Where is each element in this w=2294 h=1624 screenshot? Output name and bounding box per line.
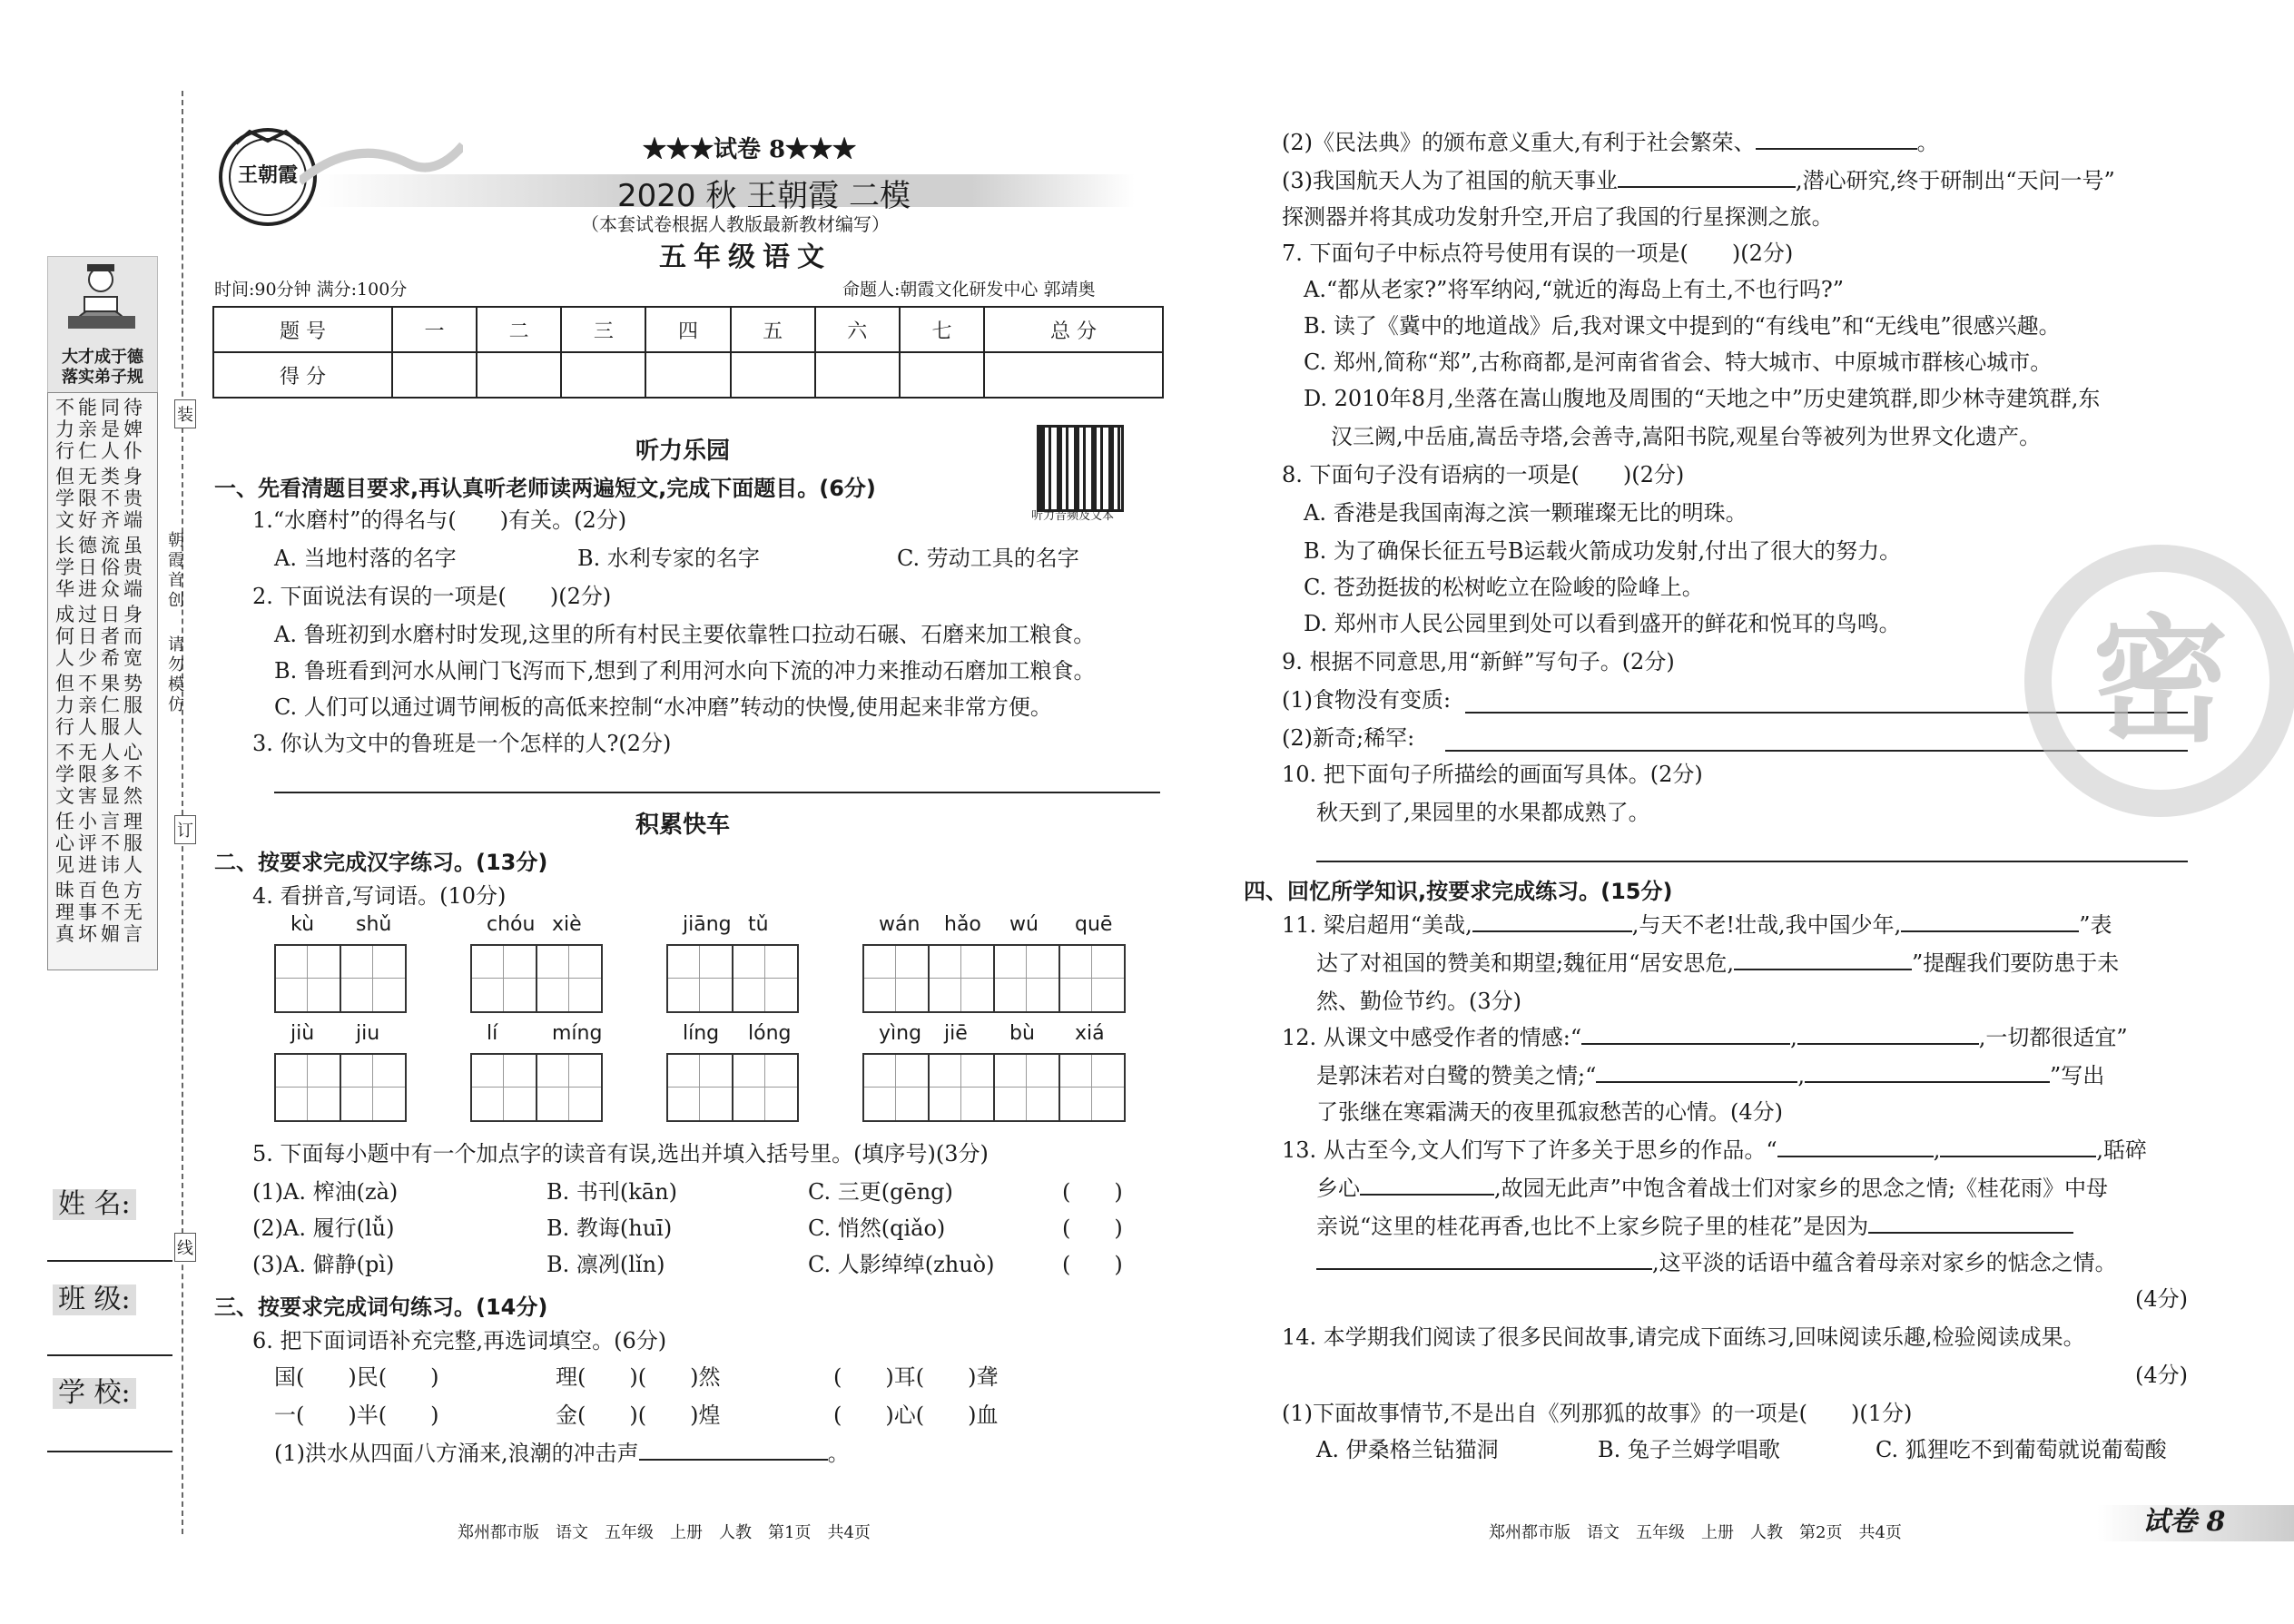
pinyin-label: líng <box>683 1022 720 1045</box>
pinyin-label: kù <box>290 913 315 936</box>
sidebar-verse: 文害显然 <box>55 785 146 807</box>
pinyin-writing-grid[interactable] <box>862 944 1126 1013</box>
pinyin-label: jiu <box>356 1022 380 1045</box>
q8: 8. 下面句子没有语病的一项是( )(2分) <box>1282 462 1685 487</box>
score-cell[interactable] <box>561 352 645 398</box>
sidebar-verse: 任小言理 <box>55 811 146 832</box>
sidebar-motto-box <box>47 256 158 394</box>
sidebar-verse: 长德流虽 <box>55 535 146 556</box>
q11-line1: 11. 梁启超用“美哉, ,与天不老!壮哉,我中国少年, ”表 <box>1282 912 2112 938</box>
pinyin-writing-grid[interactable] <box>862 1053 1126 1122</box>
sidebar-verse: 昧百色方 <box>55 880 146 901</box>
pinyin-label: wán <box>879 913 921 936</box>
tian-zi-cell[interactable] <box>537 1055 601 1120</box>
q5-option: B. 凛冽(lǐn) <box>546 1252 665 1277</box>
q6-word-5: 金( )( )煌 <box>556 1403 721 1428</box>
q5-option: B. 书刊(kān) <box>546 1179 677 1205</box>
q13-blank-1[interactable] <box>1777 1136 1934 1157</box>
q12-line2: 是郭沫若对白鹭的赞美之情;“ , ”写出 <box>1316 1063 2105 1088</box>
q2: 2. 下面说法有误的一项是( )(2分) <box>252 584 612 609</box>
score-cell[interactable] <box>392 352 477 398</box>
sidebar-verse: 见进讳人 <box>55 854 146 876</box>
q2-option-a: A. 鲁班初到水磨村时发现,这里的所有村民主要依靠牲口拉动石碾、石磨来加工粮食。 <box>274 622 1096 647</box>
score-header-cell: 四 <box>645 307 730 352</box>
q8-option-a: A. 香港是我国南海之滨一颗璀璨无比的明珠。 <box>1304 500 1748 526</box>
tian-zi-cell[interactable] <box>472 946 537 1011</box>
class-line[interactable] <box>47 1354 172 1356</box>
tian-zi-cell[interactable] <box>1060 1055 1124 1120</box>
q4: 4. 看拼音,写词语。(10分) <box>252 883 507 909</box>
q5-answer-paren[interactable]: ( ) <box>1062 1179 1123 1205</box>
q6-3-line2: 探测器并将其成功发射升空,开启了我国的行星探测之旅。 <box>1282 204 1834 230</box>
pinyin-label: quē <box>1075 913 1113 936</box>
tian-zi-cell[interactable] <box>668 1055 733 1120</box>
q10-text: 秋天到了,果园里的水果都成熟了。 <box>1316 800 1650 825</box>
pinyin-label: bù <box>1009 1022 1035 1045</box>
tian-zi-cell[interactable] <box>995 1055 1060 1120</box>
q12-blank-1[interactable] <box>1581 1023 1790 1045</box>
sidebar-verse: 不无人心 <box>55 742 146 763</box>
sec4-title: 四、回忆所学知识,按要求完成练习。(15分) <box>1244 879 1673 904</box>
q1: 1.“水磨村”的得名与( )有关。(2分) <box>252 507 627 533</box>
q11-line3: 然、勤俭节约。(3分) <box>1316 989 1521 1014</box>
pinyin-label: lí <box>487 1022 498 1045</box>
footer-left: 郑州都市版 语文 五年级 上册 人教 第1页 共4页 <box>458 1523 871 1542</box>
q6-1-blank[interactable] <box>639 1439 828 1461</box>
score-cell[interactable] <box>645 352 730 398</box>
sidebar-verse: 力亲是婢 <box>55 418 146 440</box>
q14-1-option-a: A. 伊桑格兰钻猫洞 <box>1316 1437 1499 1462</box>
pinyin-writing-grid[interactable] <box>666 944 799 1013</box>
q6-word-1: 国( )民( ) <box>274 1364 439 1390</box>
q3: 3. 你认为文中的鲁班是一个怎样的人?(2分) <box>252 731 672 756</box>
score-header-cell: 七 <box>900 307 984 352</box>
sidebar-verse: 心评不服 <box>55 832 146 854</box>
q11-blank-2[interactable] <box>1901 910 2079 932</box>
exam-author: 命题人:朝霞文化研发中心 郭靖奥 <box>842 280 1096 300</box>
q6-3-blank[interactable] <box>1618 166 1796 188</box>
q6-2: (2)《民法典》的颁布意义重大,有利于社会繁荣、 。 <box>1282 130 1939 155</box>
score-row-label: 得 分 <box>213 352 392 398</box>
tian-zi-cell[interactable] <box>537 946 601 1011</box>
qr-code-icon[interactable] <box>1037 425 1124 512</box>
q6-word-4: 一( )半( ) <box>274 1403 439 1428</box>
sidebar-verse: 但不果势 <box>55 673 146 694</box>
q2-option-b: B. 鲁班看到河水从闸门飞泻而下,想到了利用河水向下流的冲力来推动石磨加工粮食。 <box>274 658 1096 684</box>
stamp-text: 密 <box>2092 601 2229 761</box>
exam-tag: ★★★试卷 8★★★ <box>643 136 857 163</box>
pinyin-label: hǎo <box>944 913 981 936</box>
binding-dashed-line <box>182 91 183 1534</box>
binding-word-ding: 订 <box>174 815 196 844</box>
score-header-cell: 五 <box>731 307 815 352</box>
q6-word-2: 理( )( )然 <box>556 1364 721 1390</box>
pinyin-label: xiè <box>552 913 582 936</box>
score-header-cell: 总 分 <box>984 307 1163 352</box>
q7-option-b: B. 读了《冀中的地道战》后,我对课文中提到的“有线电”和“无线电”很感兴趣。 <box>1304 313 2061 339</box>
q2-option-c: C. 人们可以通过调节闸板的高低来控制“水冲磨”转动的快慢,使用起来非常方便。 <box>274 694 1052 720</box>
pinyin-writing-grid[interactable] <box>274 944 407 1013</box>
pinyin-label: míng <box>552 1022 603 1045</box>
q13-line2: 乡心 ,故园无此声”中饱含着战士们对家乡的思念之情;《桂花雨》中母 <box>1316 1176 2108 1201</box>
pinyin-label: chóu <box>487 913 536 936</box>
q6-2-blank[interactable] <box>1756 128 1917 150</box>
sidebar-verse: 学限多不 <box>55 763 146 785</box>
exam-title: 2020 秋 王朝霞 二模 <box>617 178 911 214</box>
q5-option: C. 人影绰绰(zhuò) <box>808 1252 995 1277</box>
sidebar-verse: 学日俗贵 <box>55 556 146 578</box>
exam-subtitle: （本套试卷根据人教版最新教材编写） <box>581 213 890 235</box>
q14-1: (1)下面故事情节,不是出自《列那狐的故事》的一项是( )(1分) <box>1282 1401 1913 1426</box>
class-label: 班 级: <box>53 1284 136 1315</box>
motto-line-2: 落实弟子规 <box>62 368 143 387</box>
score-cell[interactable] <box>900 352 984 398</box>
tian-zi-cell[interactable] <box>276 946 341 1011</box>
q12-blank-2[interactable] <box>1797 1023 1979 1045</box>
section-heading-accumulation: 积累快车 <box>635 812 731 839</box>
binding-note-2: 请勿模仿 <box>165 635 184 715</box>
pinyin-writing-grid[interactable] <box>470 944 603 1013</box>
tian-zi-cell[interactable] <box>930 946 995 1011</box>
q13-score: (4分) <box>2135 1286 2188 1312</box>
tian-zi-cell[interactable] <box>733 1055 797 1120</box>
logo-text: 王朝霞 <box>237 163 298 187</box>
score-cell[interactable] <box>731 352 815 398</box>
q14-1-option-c: C. 狐狸吃不到葡萄就说葡萄酸 <box>1876 1437 2167 1462</box>
pinyin-label: wú <box>1009 913 1039 936</box>
sidebar-verse: 真坏媚言 <box>55 923 146 945</box>
q1-option-a: A. 当地村落的名字 <box>274 546 457 571</box>
q13-blank-3[interactable] <box>1360 1174 1494 1196</box>
footer-right: 郑州都市版 语文 五年级 上册 人教 第2页 共4页 <box>1489 1523 1902 1542</box>
sidebar-verse: 成过日身 <box>55 604 146 625</box>
q5-answer-paren[interactable]: ( ) <box>1062 1216 1123 1241</box>
q5-option: C. 悄然(qiǎo) <box>808 1216 946 1241</box>
sidebar-verse: 何日者而 <box>55 625 146 647</box>
school-label: 学 校: <box>53 1378 136 1409</box>
q13-line4: ,这平淡的话语中蕴含着母亲对家乡的惦念之情。 <box>1316 1247 2117 1278</box>
q8-option-b: B. 为了确保长征五号B运载火箭成功发射,付出了很大的努力。 <box>1304 538 1902 564</box>
q9: 9. 根据不同意思,用“新鲜”写句子。(2分) <box>1282 649 1675 674</box>
binding-note-1: 朝霞首创 <box>165 531 184 611</box>
q13-line3: 亲说“这里的桂花再香,也比不上家乡院子里的桂花”是因为 <box>1316 1211 2073 1242</box>
q3-answer-line[interactable] <box>274 792 1160 793</box>
sidebar-verse: 力亲仁服 <box>55 694 146 716</box>
scholar-figure-icon <box>48 257 155 348</box>
score-header-cell: 一 <box>392 307 477 352</box>
pinyin-label: tǔ <box>748 913 769 936</box>
tian-zi-cell[interactable] <box>733 946 797 1011</box>
pinyin-label: jiù <box>290 1022 315 1045</box>
q10-line[interactable] <box>1316 861 2188 862</box>
score-header-cell: 二 <box>477 307 561 352</box>
tian-zi-cell[interactable] <box>864 946 930 1011</box>
score-cell[interactable] <box>984 352 1163 398</box>
q13-blank-2[interactable] <box>1940 1136 2096 1157</box>
tian-zi-cell[interactable] <box>276 1055 341 1120</box>
q6-word-3: ( )耳( )聋 <box>833 1364 999 1390</box>
confidential-stamp <box>2024 545 2294 817</box>
q6-3-line1: (3)我国航天人为了祖国的航天事业 ,潜心研究,终于研制出“天问一号” <box>1282 168 2115 193</box>
time-score: 时间:90分钟 满分:100分 <box>214 280 408 300</box>
q8-option-c: C. 苍劲挺拔的松树屹立在险峻的险峰上。 <box>1304 575 1704 600</box>
q13-blank-4[interactable] <box>1868 1212 2073 1234</box>
q8-option-d: D. 郑州市人民公园里到处可以看到盛开的鲜花和悦耳的鸟鸣。 <box>1304 611 1901 636</box>
q12-blank-4[interactable] <box>1805 1061 2050 1083</box>
sidebar-verse: 行仁人仆 <box>55 440 146 462</box>
q5: 5. 下面每小题中有一个加点字的读音有误,选出并填入括号里。(填序号)(3分) <box>252 1141 989 1166</box>
tian-zi-cell[interactable] <box>341 946 405 1011</box>
q10: 10. 把下面句子所描绘的画面写具体。(2分) <box>1282 762 1703 787</box>
q7-option-d-cont: 汉三阙,中岳庙,嵩岳寺塔,会善寺,嵩阳书院,观星台等被列为世界文化遗产。 <box>1331 424 2042 449</box>
name-label: 姓 名: <box>53 1189 136 1220</box>
binding-word-zhuang: 装 <box>174 399 196 428</box>
tian-zi-cell[interactable] <box>930 1055 995 1120</box>
sidebar-verse: 但无类身 <box>55 466 146 487</box>
pinyin-label: shǔ <box>356 913 392 936</box>
q5-option: (1)A. 榨油(zà) <box>252 1179 399 1205</box>
tian-zi-cell[interactable] <box>1060 946 1124 1011</box>
qr-caption: 听力音频及文本 <box>1031 509 1115 523</box>
tian-zi-cell[interactable] <box>341 1055 405 1120</box>
q5-option: (3)A. 僻静(pì) <box>252 1252 395 1277</box>
sec2-title: 二、按要求完成汉字练习。(13分) <box>214 850 548 875</box>
score-cell[interactable] <box>477 352 561 398</box>
sidebar-verse: 理事不无 <box>55 901 146 923</box>
q5-option: C. 三更(gēng) <box>808 1179 953 1205</box>
score-table <box>212 306 1164 399</box>
tian-zi-cell[interactable] <box>995 946 1060 1011</box>
q11-line2: 达了对祖国的赞美和期望;魏征用“居安思危, ”提醒我们要防患于未 <box>1316 950 2120 976</box>
score-cell[interactable] <box>815 352 900 398</box>
q7-option-d: D. 2010年8月,坐落在嵩山腹地及周围的“天地之中”历史建筑群,即少林寺建筑群,东 <box>1304 386 2101 411</box>
q12-line1: 12. 从课文中感受作者的情感:“ , ,一切都很适宜” <box>1282 1025 2128 1050</box>
q14-1-option-b: B. 兔子兰姆学唱歌 <box>1598 1437 1780 1462</box>
q5-option: (2)A. 履行(lǚ) <box>252 1216 395 1241</box>
q9-1: (1)食物没有变质: <box>1282 687 1452 713</box>
sidebar-verse: 人少希宽 <box>55 647 146 669</box>
score-header-cell: 三 <box>561 307 645 352</box>
pinyin-label: yìng <box>879 1022 922 1045</box>
pinyin-label: xiá <box>1075 1022 1105 1045</box>
sidebar-verse: 文好齐端 <box>55 509 146 531</box>
pinyin-writing-grid[interactable] <box>470 1053 603 1122</box>
motto-line-1: 大才成于德 <box>62 348 143 367</box>
q14: 14. 本学期我们阅读了很多民间故事,请完成下面练习,回味阅读乐趣,检验阅读成果。 <box>1282 1324 2085 1350</box>
q5-answer-paren[interactable]: ( ) <box>1062 1252 1123 1277</box>
q5-option: B. 教诲(huī) <box>546 1216 673 1241</box>
q11-blank-3[interactable] <box>1734 949 1912 970</box>
q13-blank-5[interactable] <box>1316 1248 1652 1270</box>
sec3-title: 三、按要求完成词句练习。(14分) <box>214 1294 548 1320</box>
pinyin-label: jiē <box>944 1022 968 1045</box>
sidebar-verse: 行人服人 <box>55 716 146 738</box>
school-line[interactable] <box>47 1451 172 1452</box>
name-line[interactable] <box>47 1260 172 1262</box>
q12-blank-3[interactable] <box>1596 1061 1797 1083</box>
score-header-cell: 六 <box>815 307 900 352</box>
sidebar-verse: 华进众端 <box>55 578 146 600</box>
tian-zi-cell[interactable] <box>668 946 733 1011</box>
q12-line3: 了张继在寒霜满天的夜里孤寂愁苦的心情。(4分) <box>1316 1099 1783 1125</box>
tian-zi-cell[interactable] <box>472 1055 537 1120</box>
sidebar-verse: 学限不贵 <box>55 487 146 509</box>
sidebar-verse: 不能同待 <box>55 397 146 418</box>
q6-word-6: ( )心( )血 <box>833 1403 999 1428</box>
binding-word-xian: 线 <box>174 1233 196 1262</box>
score-header-label: 题 号 <box>213 307 392 352</box>
q13-line1: 13. 从古至今,文人们写下了许多关于思乡的作品。“ , ,聒碎 <box>1282 1137 2147 1163</box>
pinyin-label: jiāng <box>683 913 732 936</box>
pinyin-label: lóng <box>748 1022 792 1045</box>
q9-2: (2)新奇;稀罕: <box>1282 725 1415 751</box>
section-heading-listening: 听力乐园 <box>635 438 731 465</box>
q1-section-title: 一、先看清题目要求,再认真听老师读两遍短文,完成下面题目。(6分) <box>214 476 876 501</box>
footer-corner-label: 试卷 8 <box>2142 1506 2226 1538</box>
pinyin-writing-grid[interactable] <box>666 1053 799 1122</box>
q6: 6. 把下面词语补充完整,再选词填空。(6分) <box>252 1328 667 1353</box>
q11-blank-1[interactable] <box>1472 910 1632 932</box>
tian-zi-cell[interactable] <box>864 1055 930 1120</box>
q1-option-b: B. 水利专家的名字 <box>577 546 760 571</box>
q6-1: (1)洪水从四面八方涌来,浪潮的冲击声 。 <box>274 1441 850 1466</box>
q1-option-c: C. 劳动工具的名字 <box>897 546 1079 571</box>
q7: 7. 下面句子中标点符号使用有误的一项是( )(2分) <box>1282 241 1794 266</box>
pinyin-writing-grid[interactable] <box>274 1053 407 1122</box>
q7-option-c: C. 郑州,简称“郑”,古称商都,是河南省省会、特大城市、中原城市群核心城市。 <box>1304 349 2053 375</box>
grade-subject: 五年级语文 <box>659 241 832 273</box>
sidebar-verses-box <box>47 392 158 970</box>
q14-score: (4分) <box>2135 1363 2188 1388</box>
q7-option-a: A.“都从老家?”将军纳闷,“就近的海岛上有土,不也行吗?” <box>1304 277 1845 302</box>
